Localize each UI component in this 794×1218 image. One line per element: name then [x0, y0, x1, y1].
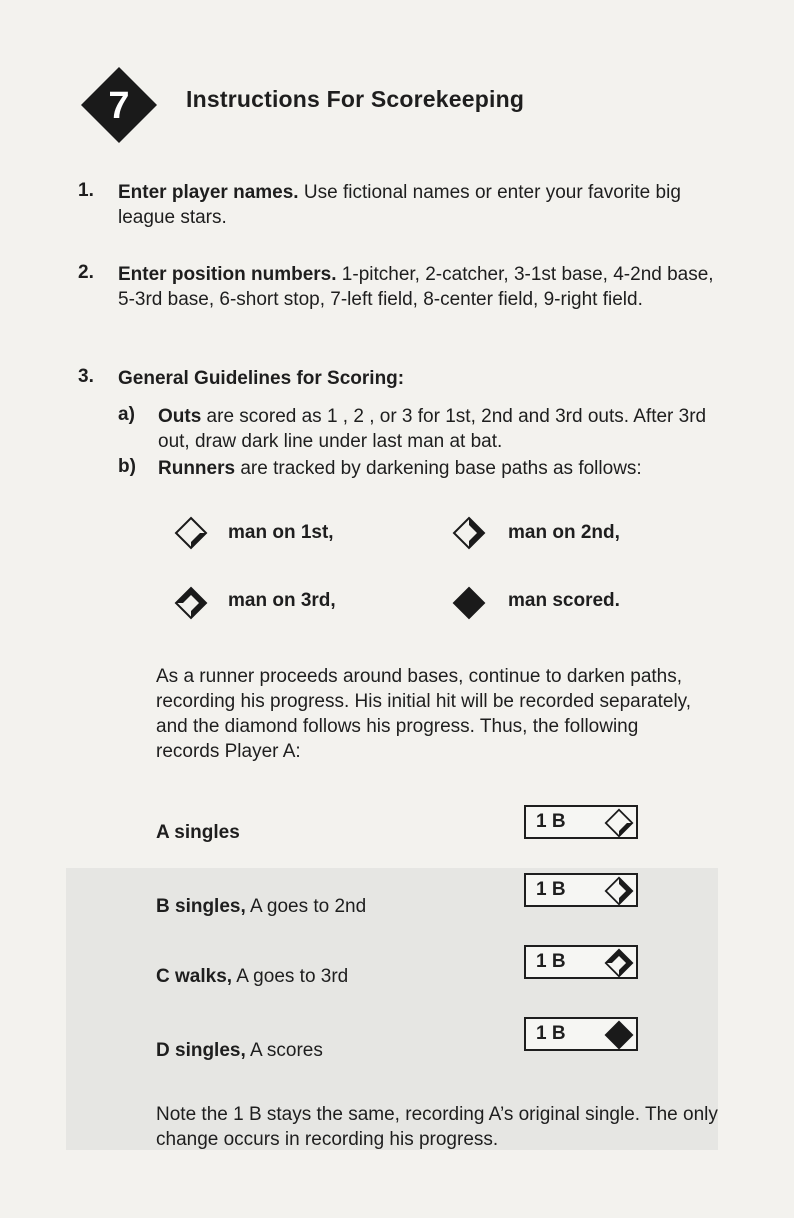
step-3 — [118, 366, 718, 391]
page-title: Instructions For Scorekeeping — [186, 86, 525, 112]
score-box-text: 1 B — [536, 1023, 566, 1044]
legend-scored: man scored. — [508, 590, 620, 611]
diamond-first-icon — [174, 516, 208, 550]
guideline-letter: b) — [118, 456, 136, 477]
step-heading: Enter position numbers. — [118, 264, 337, 285]
section-badge — [80, 66, 158, 144]
example-text: A goes to 3rd — [232, 966, 349, 987]
example-bold: B singles, — [156, 896, 246, 917]
score-box — [524, 945, 638, 979]
example-text: A goes to 2nd — [245, 896, 367, 917]
legend-second: man on 2nd, — [508, 522, 620, 543]
step-number: 3. — [78, 366, 94, 387]
section-number: 7 — [108, 85, 130, 127]
example-bold: C walks, — [156, 966, 233, 987]
example-text: A scores — [245, 1040, 323, 1061]
example-label — [156, 966, 348, 988]
step-number: 1. — [78, 180, 94, 201]
guideline-heading: Outs — [158, 406, 202, 427]
step-number: 2. — [78, 262, 94, 283]
legend-third: man on 3rd, — [228, 590, 336, 611]
score-box — [524, 805, 638, 839]
score-box — [524, 873, 638, 907]
diamond-scored-icon — [452, 586, 486, 620]
guideline-text: are tracked by darkening base paths as follows: — [235, 458, 642, 479]
guideline-outs — [158, 404, 738, 454]
score-box-text: 1 B — [536, 951, 566, 972]
diamond-first-icon — [604, 808, 634, 838]
diamond-third-icon — [174, 586, 208, 620]
diamond-scored-icon — [604, 1020, 634, 1050]
step-2 — [118, 262, 730, 312]
example-bold: A singles — [156, 822, 240, 843]
legend-first: man on 1st, — [228, 522, 334, 543]
step-1 — [118, 180, 698, 230]
example-label — [156, 1040, 323, 1062]
step-heading: General Guidelines for Scoring: — [118, 368, 405, 389]
step-heading: Enter player names. — [118, 182, 299, 203]
note: Note the 1 B stays the same, recording A’s original single. The only change occurs in recording his progress. — [156, 1104, 718, 1150]
guideline-letter: a) — [118, 404, 135, 425]
score-box-text: 1 B — [536, 879, 566, 900]
step-text: Use fictional names or enter your favorite big league stars. — [118, 182, 681, 228]
guideline-heading: Runners — [158, 458, 236, 479]
example-bold: D singles, — [156, 1040, 246, 1061]
guideline-runners — [158, 456, 738, 481]
step-text: 1-pitcher, 2-catcher, 3-1st base, 4-2nd base, 5-3rd base, 6-short stop, 7-left field, 8-center field, 9-right field. — [118, 264, 714, 310]
diamond-second-icon — [452, 516, 486, 550]
score-box — [524, 1017, 638, 1051]
diamond-second-icon — [604, 876, 634, 906]
diamond-third-icon — [604, 948, 634, 978]
explanation: As a runner proceeds around bases, continue to darken paths, recording his progress. His initial hit will be recorded separately, and the diamond follows his progress. Thus, the following records Player A: — [156, 666, 692, 762]
guideline-text: are scored as 1 , 2 , or 3 for 1st, 2nd and 3rd outs. After 3rd out, draw dark line under last man at bat. — [158, 406, 707, 452]
score-box-text: 1 B — [536, 811, 566, 832]
example-label — [156, 822, 240, 844]
example-label — [156, 896, 366, 918]
